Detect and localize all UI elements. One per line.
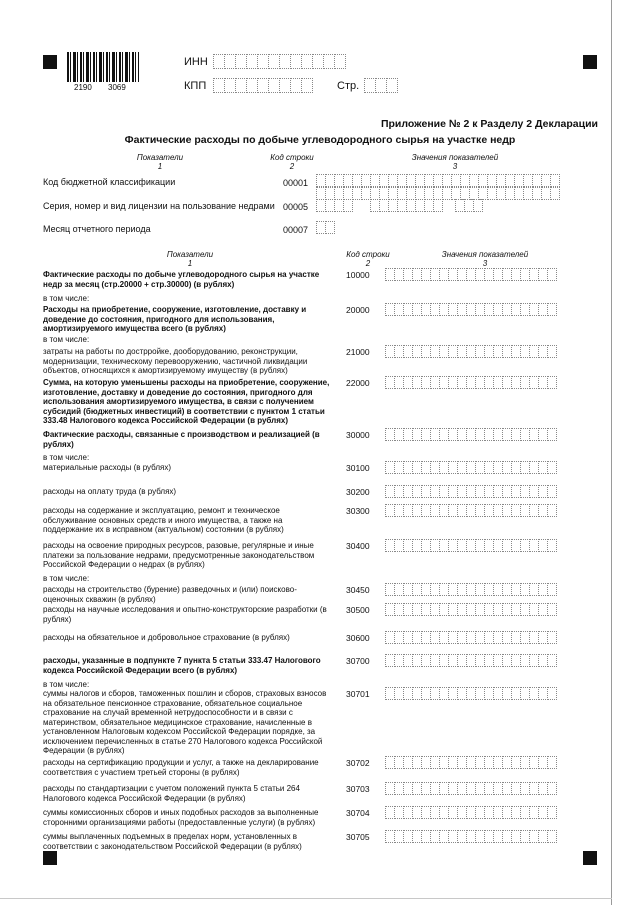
row-value-field[interactable]	[385, 756, 556, 771]
row-code: 20000	[346, 305, 370, 315]
page-label: Стр.	[337, 80, 360, 92]
row-value-field[interactable]	[385, 806, 556, 821]
row-code: 30703	[346, 784, 370, 794]
top-col-values: Значения показателей 3	[411, 153, 499, 171]
appendix-title: Приложение № 2 к Разделу 2 Декларации	[380, 118, 598, 130]
row-value-field[interactable]	[385, 539, 556, 554]
license-code: 00005	[283, 202, 309, 212]
row-label: расходы по стандартизации с учетом положений пункта 5 статьи 264 Налогового кодекса Российской Федерации (в рублях)	[43, 784, 300, 803]
inn-field[interactable]	[213, 54, 345, 69]
row-value-field[interactable]	[385, 303, 556, 318]
row-code: 30705	[346, 832, 370, 842]
row-code: 30500	[346, 605, 370, 615]
row-value-field[interactable]	[385, 345, 556, 360]
row-label: расходы на сертификацию продукции и услуг, а также на декларирование соответствия с участием третьей стороны (в рублях)	[43, 758, 319, 777]
form-title: Фактические расходы по добыче углеводородного сырья на участке недр	[124, 134, 516, 146]
row-code: 30400	[346, 541, 370, 551]
row-value-field[interactable]	[385, 782, 556, 797]
month-field[interactable]	[316, 221, 334, 236]
row-label: суммы выплаченных подъемных в пределах норм, установленных в соответствии с законодательством Российской Федерации (в рублях)	[43, 832, 302, 851]
row-label: Расходы на приобретение, сооружение, изготовление, доставку и доведение до состояния, пригодного для использования, амортизируемого имущества всего (в рублях)	[43, 305, 307, 333]
col-code: Код строки 2	[346, 250, 390, 268]
row-label: Сумма, на которую уменьшены расходы на приобретение, сооружение, изготовление, доставку и доведение до состояния, пригодного для использования амортизируемого имущества, в связи с получением субсидий (бюджетных инвестиций) в соответствии с пунктом 1 статьи 333.48 Налогового кодекса Российской Федерации (в рублях)	[43, 378, 330, 425]
license-label: Серия, номер и вид лицензии на пользование недрами	[43, 201, 275, 211]
row-code: 10000	[346, 270, 370, 280]
kpp-field[interactable]	[213, 78, 312, 93]
row-code: 30100	[346, 463, 370, 473]
row-value-field[interactable]	[385, 485, 556, 500]
row-value-field[interactable]	[385, 376, 556, 391]
row-value-field[interactable]	[385, 268, 556, 283]
row-label: в том числе:	[43, 294, 90, 303]
barcode-number-right: 3069	[108, 83, 126, 92]
corner-mark-bottom-left	[43, 851, 57, 865]
row-label: в том числе:	[43, 574, 90, 583]
row-value-field[interactable]	[385, 631, 556, 646]
row-label: в том числе:	[43, 453, 90, 462]
barcode	[67, 52, 139, 82]
row-label: расходы на содержание и эксплуатацию, ремонт и техническое обслуживание основных средств и иного имущества, а также на поддержание их в исправном (актуальном) состоянии (в рублях)	[43, 506, 284, 534]
row-value-field[interactable]	[385, 654, 556, 669]
row-code: 30000	[346, 430, 370, 440]
kpp-label: КПП	[184, 80, 207, 92]
top-col-code: Код строки 2	[270, 153, 314, 171]
row-label: суммы комиссионных сборов и иных подобных расходов за выполненные сторонними организациями работы (предоставленные услуги) (в рублях)	[43, 808, 319, 827]
barcode-number-left: 2190	[74, 83, 92, 92]
col-indicator: Показатели 1	[166, 250, 214, 268]
top-col-indicator: Показатели 1	[136, 153, 184, 171]
row-label: в том числе:	[43, 335, 90, 344]
row-value-field[interactable]	[385, 603, 556, 618]
row-label: расходы на освоение природных ресурсов, разовые, регулярные и иные платежи за пользование недрами, предусмотренные законодательством Российской Федерации о недрах (в рублях)	[43, 541, 315, 569]
corner-mark-top-right	[583, 55, 597, 69]
row-label: материальные расходы (в рублях)	[43, 463, 172, 472]
row-code: 30702	[346, 758, 370, 768]
row-code: 30704	[346, 808, 370, 818]
license-number-field[interactable]	[370, 199, 442, 214]
license-series-field[interactable]	[316, 199, 352, 214]
row-code: 30450	[346, 585, 370, 595]
row-label: Фактические расходы по добыче углеводородного сырья на участке недр за месяц (стр.20000 + стр.30000) (в рублях)	[43, 270, 320, 289]
month-code: 00007	[283, 225, 309, 235]
page-edge-right	[611, 0, 612, 905]
corner-mark-bottom-right	[583, 851, 597, 865]
corner-mark-top-left	[43, 55, 57, 69]
row-label: расходы на оплату труда (в рублях)	[43, 487, 177, 496]
license-type-field[interactable]	[455, 199, 482, 214]
row-value-field[interactable]	[385, 461, 556, 476]
month-label: Месяц отчетного периода	[43, 224, 151, 234]
row-value-field[interactable]	[385, 830, 556, 845]
row-code: 30200	[346, 487, 370, 497]
row-value-field[interactable]	[385, 687, 556, 702]
row-code: 30700	[346, 656, 370, 666]
row-value-field[interactable]	[385, 428, 556, 443]
row-label: расходы на обязательное и добровольное страхование (в рублях)	[43, 633, 290, 642]
row-code: 22000	[346, 378, 370, 388]
row-code: 21000	[346, 347, 370, 357]
row-label: Фактические расходы, связанные с производством и реализацией (в рублях)	[43, 430, 320, 449]
row-code: 30701	[346, 689, 370, 699]
row-label: в том числе:	[43, 680, 90, 689]
row-label: затраты на работы по дострройке, дооборудованию, реконструкции, модернизации, техническому перевооружению, частичной ликвидации объектов, относящихся к амортизируемому имуществу (в рублях)	[43, 347, 308, 375]
kbk-code: 00001	[283, 178, 309, 188]
kbk-label: Код бюджетной классификации	[43, 177, 176, 187]
row-code: 30600	[346, 633, 370, 643]
row-value-field[interactable]	[385, 504, 556, 519]
row-label: расходы, указанные в подпункте 7 пункта 5 статьи 333.47 Налогового кодекса Российской Федерации всего (в рублях)	[43, 656, 321, 675]
col-values: Значения показателей 3	[441, 250, 529, 268]
row-label: суммы налогов и сборов, таможенных пошлин и сборов, страховых взносов на обязательное пенсионное страхование, обязательное социальное страхование на случай временной нетрудоспособности и в связи с материнством, обязательное медицинское страхование, начисленные в установленном Налоговым кодексом Российской Федерации порядке, за исключением перечисленных в статье 270 Налогового кодекса Российской Федерации (в рублях)	[43, 689, 327, 755]
row-label: расходы на научные исследования и опытно-конструкторские разработки (в рублях)	[43, 605, 327, 624]
inn-label: ИНН	[184, 56, 208, 68]
row-label: расходы на строительство (бурение) разведочных и (или) поисково-оценочных скважин (в рублях)	[43, 585, 297, 604]
page-edge-bottom	[0, 898, 612, 899]
row-code: 30300	[346, 506, 370, 516]
row-value-field[interactable]	[385, 583, 556, 598]
page-number-field[interactable]	[364, 78, 397, 93]
